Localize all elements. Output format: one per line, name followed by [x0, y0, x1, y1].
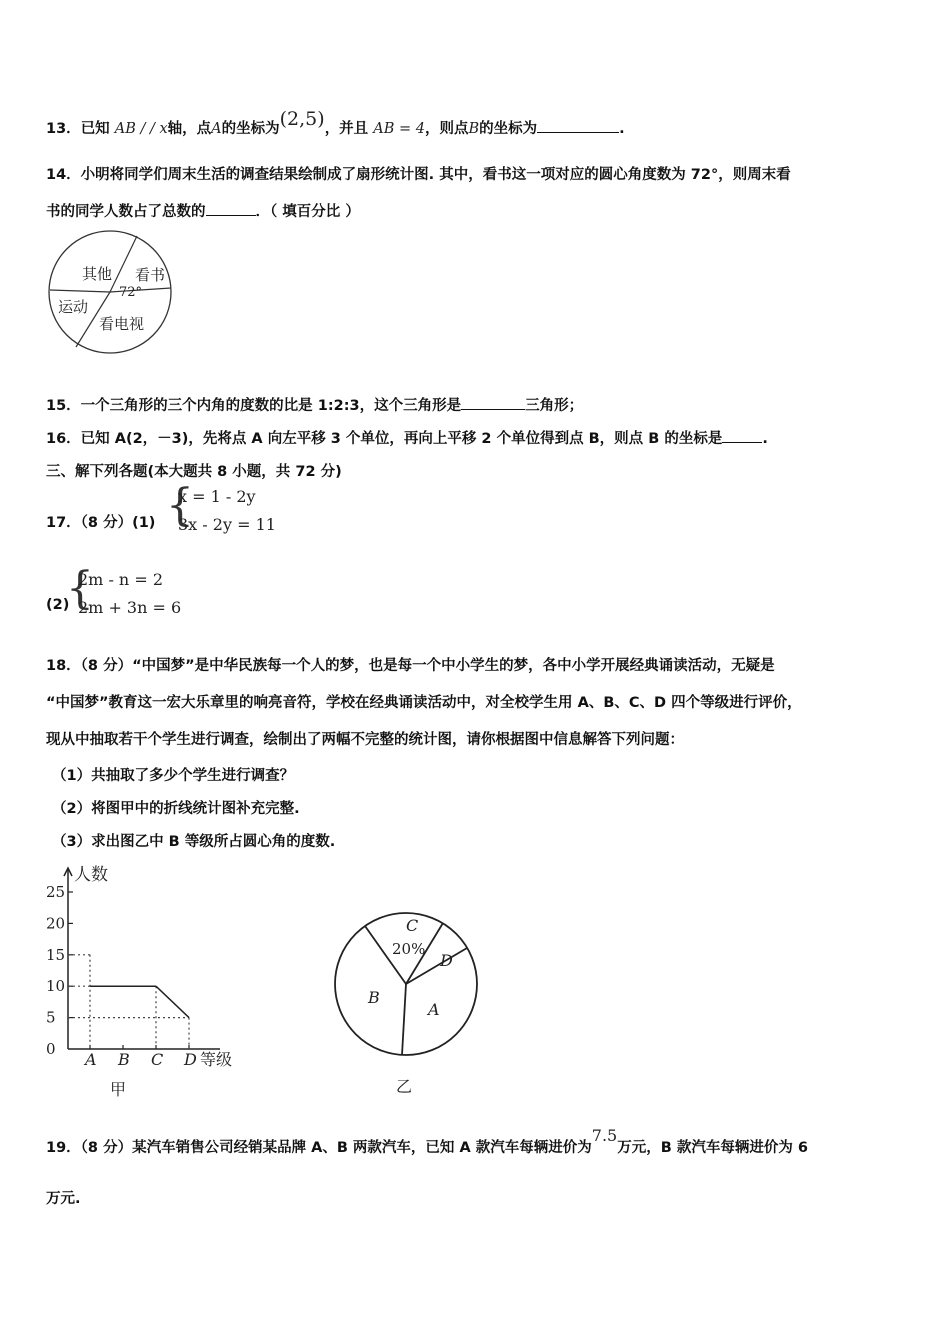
y-tick-label: 25 — [46, 883, 66, 901]
math-ab-equals-4: AB = 4 — [373, 121, 425, 137]
q17-eq2b: 2m + 3n = 6 — [78, 598, 182, 617]
y-tick-label: 5 — [46, 1008, 56, 1027]
math-ab-parallel-x: AB / / x — [114, 121, 168, 137]
answer-blank — [722, 430, 762, 443]
q19-line2: 万元. — [46, 1191, 81, 1207]
pie-label-tv: 看电视 — [99, 315, 145, 333]
y-axis-label: 人数 — [74, 865, 108, 885]
y-tick-label: 0 — [46, 1040, 56, 1058]
pie-label-a: A — [428, 1000, 440, 1019]
math-coord: (2,5) — [279, 108, 325, 130]
pie-caption: 乙 — [396, 1077, 413, 1096]
pie-label-pct: 20% — [392, 940, 426, 958]
q15-line: 15．一个三角形的三个内角的度数的比是 1:2:3，这个三角形是 三角形； — [46, 398, 584, 414]
x-axis-label: 等级 — [200, 1050, 233, 1069]
pie-label-sport: 运动 — [58, 298, 89, 316]
q18-sub3: （3）求出图乙中 B 等级所占圆心角的度数. — [52, 834, 336, 850]
y-tick-label: 15 — [46, 945, 66, 964]
q14-line1: 14．小明将同学们周末生活的调查结果绘制成了扇形统计图. 其中，看书这一项对应的圆心角度数为 72°，则周末看 — [46, 167, 791, 183]
pie-label-other: 其他 — [82, 265, 113, 283]
q18-sub2: （2）将图甲中的折线统计图补充完整. — [52, 801, 300, 817]
math-point-a: A — [211, 121, 222, 137]
q17-eq2a: 2m - n = 2 — [78, 570, 163, 589]
answer-blank — [461, 397, 525, 410]
system-brace-1: { — [166, 480, 194, 531]
pie-label-c: C — [406, 916, 419, 935]
section-heading: 三、解下列各题(本大题共 8 小题，共 72 分) — [46, 464, 342, 480]
chart-title: 甲 — [110, 1080, 127, 1099]
x-tick-label: A — [85, 1050, 97, 1069]
series-segment-c-d — [156, 986, 189, 1017]
pie-label-read: 看书 — [135, 266, 166, 284]
line-chart-jia — [40, 856, 250, 1102]
answer-blank — [206, 203, 256, 216]
pie-label-b: B — [368, 988, 380, 1007]
q18-line2: “中国梦”教育这一宏大乐章里的响亮音符，学校在经典诵读活动中，对全校学生用 A、B、C、D 四个等级进行评价， — [46, 695, 802, 711]
pie-label-d: D — [440, 951, 453, 970]
price-value: 7.5 — [591, 1126, 618, 1145]
q18-line3: 现从中抽取若干个学生进行调查，绘制出了两幅不完整的统计图，请你根据图中信息解答下列问题： — [46, 732, 684, 748]
q17-label: 17．（8 分）(1) — [46, 515, 156, 531]
system-brace-2: { — [66, 563, 94, 614]
q18-sub1: （1）共抽取了多少个学生进行调查？ — [52, 768, 295, 784]
answer-blank — [537, 120, 619, 133]
q16-line: 16．已知 A(2，－3)，先将点 A 向左平移 3 个单位，再向上平移 2 个单位得到点 B，则点 B 的坐标是 . — [46, 431, 768, 447]
pie-label-angle: 72° — [119, 285, 143, 300]
x-tick-label: B — [118, 1050, 130, 1069]
q13-line: 13．已知 AB / / x轴，点A的坐标为(2,5)，并且 AB = 4，则点B的坐标为 . — [46, 108, 625, 137]
y-tick-label: 10 — [46, 977, 66, 996]
q19-line1: 19．（8 分）某汽车销售公司经销某品牌 A、B 两款汽车，已知 A 款汽车每辆进价为7.5万元，B 款汽车每辆进价为 6 — [46, 1126, 808, 1156]
q18-line1: 18．（8 分）“中国梦”是中华民族每一个人的梦，也是每一个中小学生的梦，各中小学开展经典诵读活动，无疑是 — [46, 658, 775, 674]
q17-eq1b: 3x - 2y = 11 — [178, 515, 276, 534]
q17-eq1a: x = 1 - 2y — [178, 487, 256, 506]
x-tick-label: D — [184, 1050, 197, 1069]
q18-pie-chart — [330, 908, 490, 1098]
q14-pie-chart — [44, 228, 180, 356]
math-point-b: B — [468, 121, 480, 137]
y-tick-label: 20 — [46, 914, 66, 933]
x-tick-label: C — [151, 1050, 164, 1069]
q17-label2: (2) — [46, 597, 70, 613]
q14-line2: 书的同学人数占了总数的 ．（ 填百分比 ） — [46, 204, 360, 220]
